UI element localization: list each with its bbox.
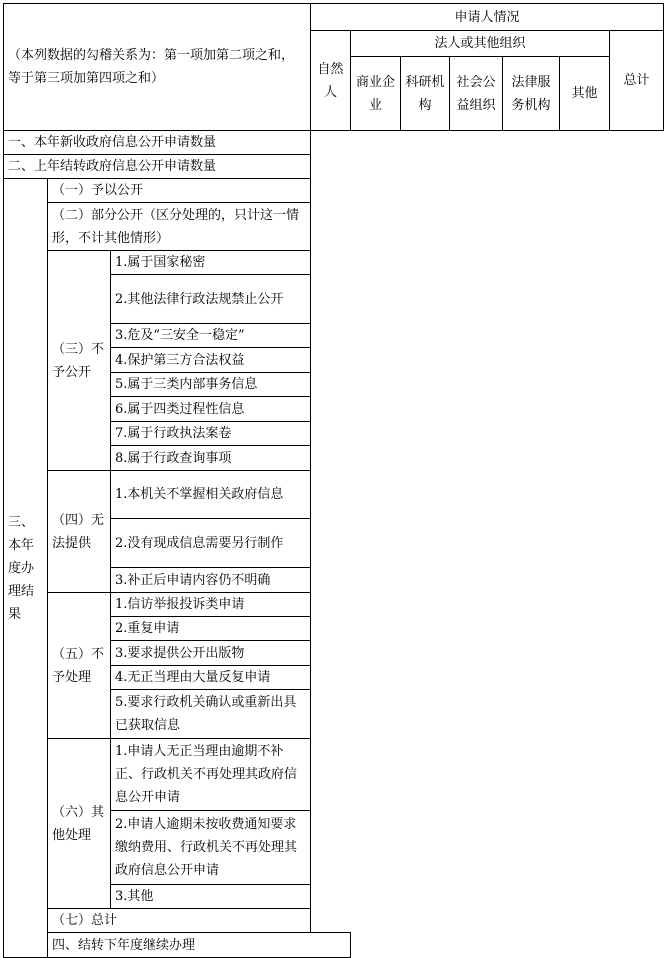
table-row bbox=[4, 131, 664, 155]
row-label: 2.重复申请 bbox=[111, 617, 311, 641]
row-label: 一、本年新收政府信息公开申请数量 bbox=[4, 131, 311, 155]
row-label: 四、结转下年度继续办理 bbox=[48, 933, 351, 958]
table-row bbox=[4, 179, 664, 203]
row-label: 4.无正当理由大量反复申请 bbox=[111, 666, 311, 690]
social-welfare-header: 社会公益组织 bbox=[450, 57, 503, 131]
row-label: 1.信访举报投诉类申请 bbox=[111, 593, 311, 617]
row-label: 二、上年结转政府信息公开申请数量 bbox=[4, 155, 311, 179]
other-header: 其他 bbox=[560, 57, 610, 131]
table-row bbox=[4, 909, 664, 933]
row-label: 5.要求行政机关确认或重新出具已获取信息 bbox=[111, 690, 311, 739]
group-label-not-processed: （五）不予处理 bbox=[48, 593, 111, 739]
row-label: 1.属于国家秘密 bbox=[111, 251, 311, 275]
table-row bbox=[4, 593, 664, 617]
legal-entity-header: 法人或其他组织 bbox=[351, 31, 610, 57]
group-label-unavailable: （四）无法提供 bbox=[48, 471, 111, 593]
row-label: 3.补正后申请内容仍不明确 bbox=[111, 568, 311, 593]
row-label: 8.属于行政查询事项 bbox=[111, 446, 311, 471]
commercial-header: 商业企业 bbox=[351, 57, 401, 131]
row-label: 4.保护第三方合法权益 bbox=[111, 348, 311, 373]
row-label: 3.要求提供公开出版物 bbox=[111, 641, 311, 666]
section-result-label: 三、本年度办理结果 bbox=[4, 179, 48, 958]
row-label: 2.其他法律行政法规禁止公开 bbox=[111, 275, 311, 324]
group-label-withheld: （三）不予公开 bbox=[48, 251, 111, 471]
natural-person-header: 自然人 bbox=[311, 31, 351, 131]
disclosure-statistics-table bbox=[3, 3, 664, 958]
row-label: （一）予以公开 bbox=[48, 179, 311, 203]
total-header: 总计 bbox=[610, 31, 664, 131]
row-label: 7.属于行政执法案卷 bbox=[111, 422, 311, 446]
row-label: 5.属于三类内部事务信息 bbox=[111, 373, 311, 397]
row-label: 1.本机关不掌握相关政府信息 bbox=[111, 471, 311, 519]
table-row bbox=[4, 739, 664, 811]
row-label: 3.危及“三安全一稳定” bbox=[111, 324, 311, 348]
table-row bbox=[4, 203, 664, 251]
table-row bbox=[4, 933, 664, 958]
table-row bbox=[4, 155, 664, 179]
table-row bbox=[4, 251, 664, 275]
row-label: 6.属于四类过程性信息 bbox=[111, 397, 311, 422]
row-label: （二）部分公开（区分处理的，只计这一情形，不计其他情形） bbox=[48, 203, 311, 251]
relation-note: （本列数据的勾稽关系为：第一项加第二项之和，等于第三项加第四项之和） bbox=[4, 4, 311, 131]
table-row bbox=[4, 471, 664, 519]
row-label: 1.申请人无正当理由逾期不补正、行政机关不再处理其政府信息公开申请 bbox=[111, 739, 311, 811]
group-label-other-handling: （六）其他处理 bbox=[48, 739, 111, 909]
row-label: 2.没有现成信息需要另行制作 bbox=[111, 519, 311, 568]
row-label: 2.申请人逾期未按收费通知要求缴纳费用、行政机关不再处理其政府信息公开申请 bbox=[111, 811, 311, 885]
research-header: 科研机构 bbox=[401, 57, 450, 131]
row-label: （七）总计 bbox=[48, 909, 311, 933]
legal-service-header: 法律服务机构 bbox=[503, 57, 560, 131]
row-label: 3.其他 bbox=[111, 885, 311, 909]
applicant-header: 申请人情况 bbox=[311, 4, 664, 31]
